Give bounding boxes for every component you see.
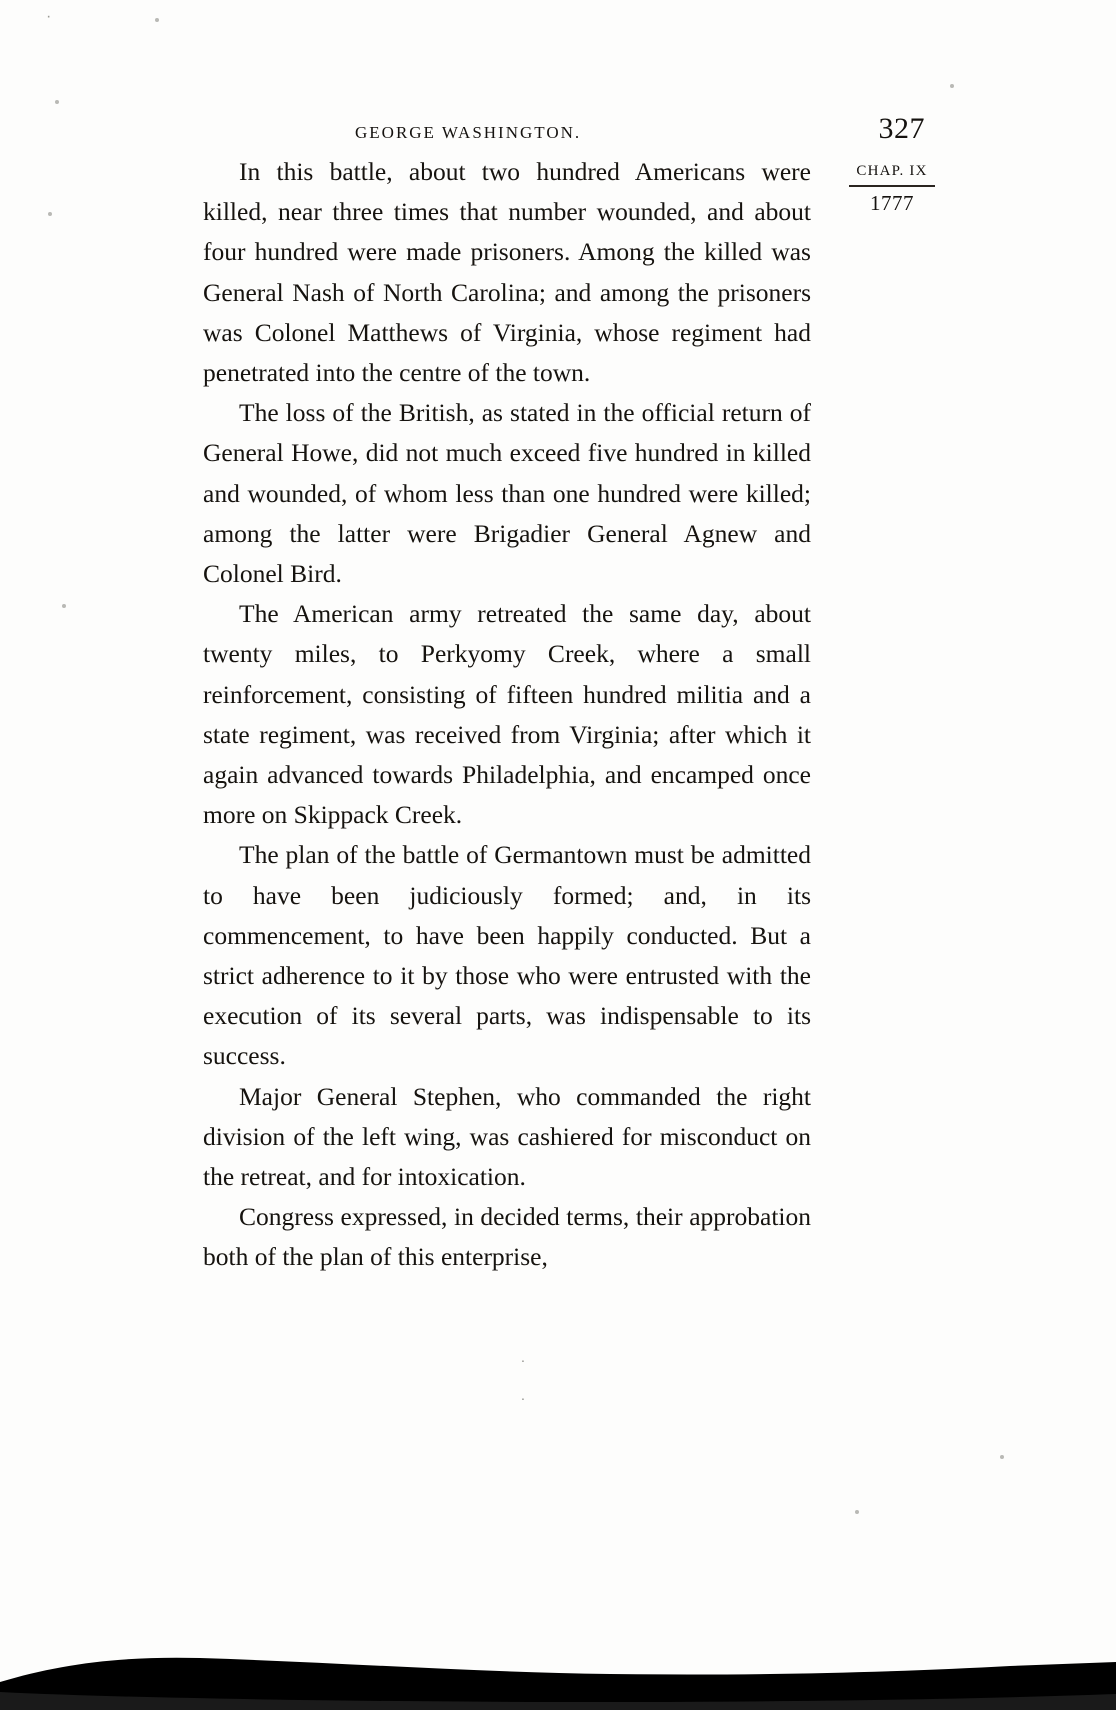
scan-speck (55, 100, 59, 104)
chapter-label: CHAP. IX (856, 163, 928, 179)
scan-speck (950, 84, 954, 88)
scan-speck (855, 1510, 859, 1514)
paragraph: Major General Stephen, who commanded the right division of the left wing, was cashiered for misconduct on the retreat, and for intoxication. (203, 1081, 811, 1192)
scan-speck (62, 604, 66, 608)
scan-speck (48, 212, 52, 216)
paragraph: The American army retreated the same day, about twenty miles, to Perkyomy Creek, where a small reinforcement, consisting of fifteen hundred militia and a state regiment, was received from Virginia; after which it again advanced towards Philadelphia, and encamped once more on Skippack Creek. (203, 599, 811, 830)
corner-mark: · (46, 8, 52, 25)
scan-speck (155, 18, 159, 22)
fold-marks (520, 1355, 526, 1409)
paragraph: In this battle, about two hundred Americans were killed, near three times that number wounded, and about four hundred were made prisoners. Among the killed was General Nash of North Carolina; and among the prisoners was Colonel Matthews of Virginia, whose regiment had penetrated into the centre of the town. (203, 157, 811, 388)
page-header (205, 112, 925, 146)
body-text (203, 152, 811, 1278)
fold-mark-upper: · (520, 1355, 526, 1370)
paragraph: The loss of the British, as stated in the official return of General Howe, did not much exceed five hundred in killed and wounded, of whom less than one hundred were killed; among the latter were Brigadier General Agnew and Colonel Bird. (203, 398, 811, 589)
page-number: 327 (878, 112, 925, 145)
scan-speck (1000, 1455, 1004, 1459)
paragraph: The plan of the battle of Germantown must be admitted to have been judiciously formed; and, in its commencement, to have been happily conducted. But a strict adherence to it by those who were entrusted with the execution of its several parts, was indispensable to its success. (203, 840, 811, 1071)
year-label: 1777 (870, 190, 914, 215)
running-head: GEORGE WASHINGTON. (355, 123, 582, 142)
paragraph: Congress expressed, in decided terms, their approbation both of the plan of this enterprise, (203, 1202, 811, 1272)
fold-mark-lower: · (520, 1393, 526, 1408)
margin-note (832, 163, 952, 216)
divider (849, 185, 935, 187)
scan-bottom-edge (0, 1616, 1116, 1710)
